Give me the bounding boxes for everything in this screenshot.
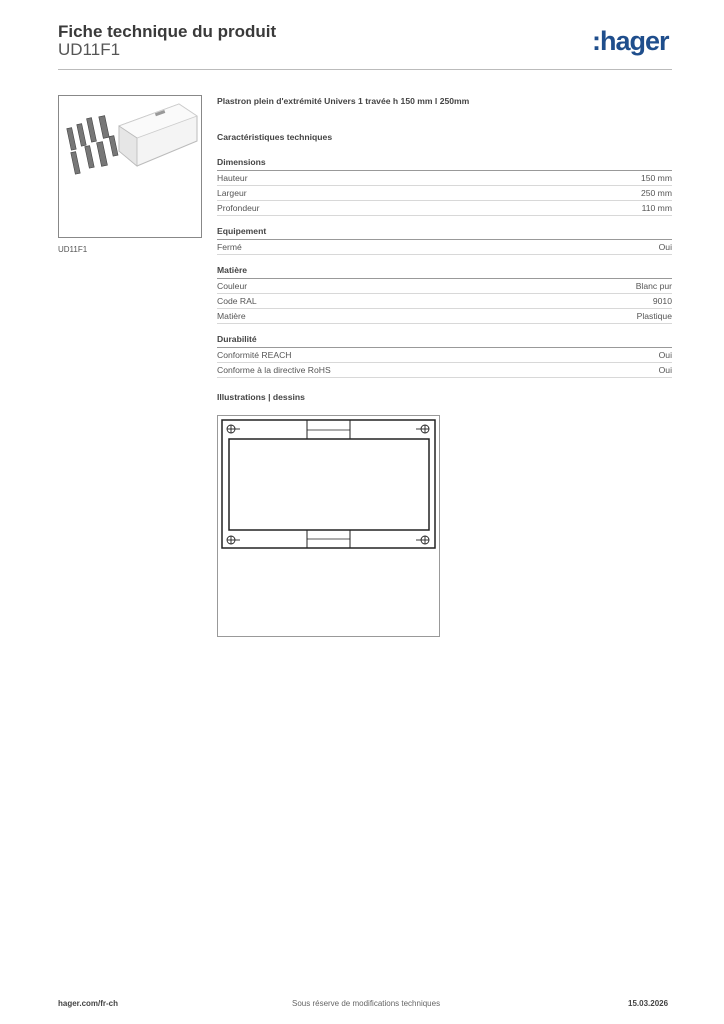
spec-label: Largeur [217,188,247,198]
image-caption: UD11F1 [58,245,88,254]
spec-label: Conforme à la directive RoHS [217,365,331,375]
section-title: Equipement [217,226,672,240]
spec-label: Couleur [217,281,248,291]
footer-date: 15.03.2026 [628,999,669,1008]
product-photo [58,95,202,238]
spec-row [217,279,672,294]
spec-row [217,186,672,201]
illustrations-heading: Illustrations | dessins [217,392,305,402]
section-title: Dimensions [217,157,672,171]
hager-logo: :hager [592,26,669,56]
spec-label: Hauteur [217,173,248,183]
spec-label: Matière [217,311,246,321]
spec-section-material [217,265,672,324]
page-title: Fiche technique du produit [58,22,277,41]
spec-label: Conformité REACH [217,350,292,360]
spec-row [217,171,672,186]
spec-label: Code RAL [217,296,257,306]
spec-label: Fermé [217,242,242,252]
spec-row [217,201,672,216]
spec-value: Oui [658,365,672,375]
spec-section-durability [217,334,672,378]
section-title: Durabilité [217,334,672,348]
technical-drawing-svg [218,416,439,636]
spec-row [217,309,672,324]
spec-row [217,240,672,255]
spec-row [217,294,672,309]
spec-row [217,363,672,378]
technical-characteristics-heading: Caractéristiques techniques [217,132,333,142]
spec-section-equipment [217,226,672,255]
technical-drawing [217,415,440,637]
spec-value: 150 mm [640,173,672,183]
footer-website-link[interactable]: hager.com/fr-ch [58,999,119,1008]
spec-value: Plastique [636,311,672,321]
spec-value: 9010 [652,296,672,306]
spec-label: Profondeur [217,203,260,213]
spec-value: Blanc pur [635,281,672,291]
section-title: Matière [217,265,672,279]
spec-value: 250 mm [640,188,672,198]
spec-value: 110 mm [641,203,672,213]
spec-value: Oui [658,350,672,360]
product-reference: UD11F1 [58,40,121,59]
spec-section-dimensions [217,157,672,216]
product-photo-illustration [59,96,201,237]
header-divider [58,69,672,70]
spec-row [217,348,672,363]
footer-disclaimer: Sous réserve de modifications techniques [292,999,441,1008]
spec-value: Oui [658,242,672,252]
product-description: Plastron plein d'extrémité Univers 1 travée h 150 mm l 250mm [217,96,470,106]
specification-panel [217,96,672,402]
